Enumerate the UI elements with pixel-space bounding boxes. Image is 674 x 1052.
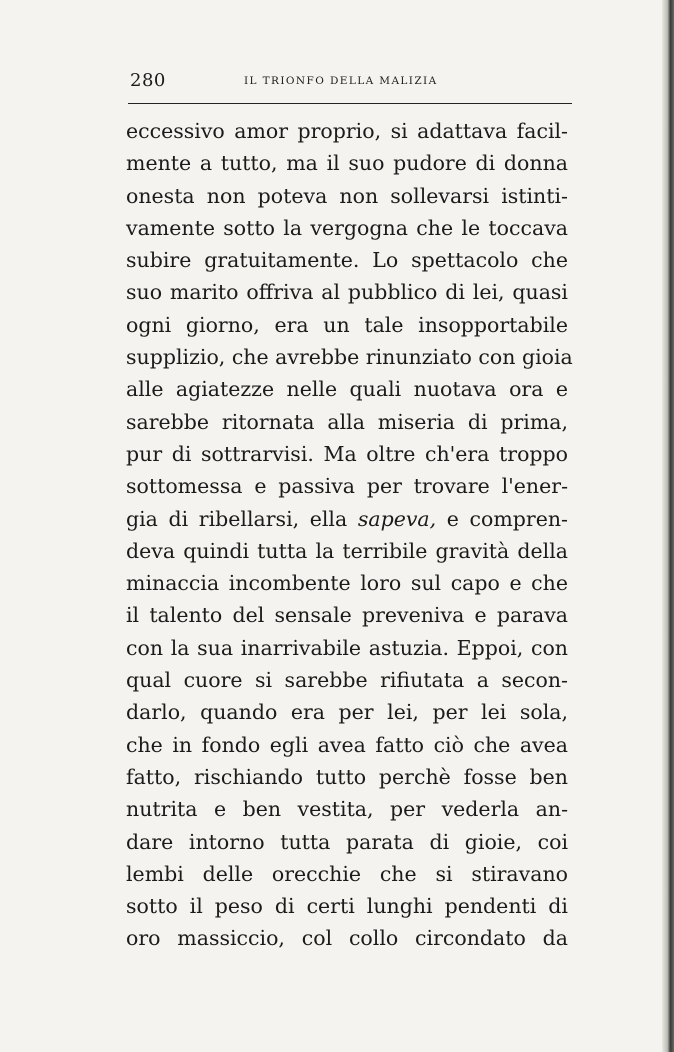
text-line: dare intorno tutta parata di gioie, coi	[126, 829, 568, 854]
text-line: subire gratuitamente. Lo spettacolo che	[126, 248, 568, 273]
text-line: il talento del sensale preveniva e parava	[126, 603, 568, 628]
body-text	[126, 115, 573, 955]
text-line: oro massiccio, col collo circondato da	[126, 926, 568, 951]
text-line: sotto il peso di certi lunghi pendenti di	[126, 894, 568, 919]
page-binding-edge	[662, 0, 674, 1052]
text-line: eccessivo amor proprio, si adattava facil-	[126, 119, 568, 143]
text-line	[126, 503, 568, 535]
italic-word: sapeva,	[357, 506, 437, 531]
running-head-title: IL TRIONFO DELLA MALIZIA	[244, 75, 438, 87]
text-line: suo marito offriva al pubblico di lei, quasi	[126, 280, 568, 305]
text-line: con la sua inarrivabile astuzia. Eppoi, con	[126, 635, 568, 660]
text-line: deva quindi tutta la terribile gravità della	[126, 538, 568, 563]
text-line: pur di sottrarvisi. Ma oltre ch'era troppo	[126, 441, 568, 466]
text-line: minaccia incombente loro sul capo e che	[126, 571, 568, 596]
text-line: alle agiatezze nelle quali nuotava ora e	[126, 377, 568, 402]
text-line: lembi delle orecchie che si stiravano	[126, 861, 568, 886]
header-rule	[128, 103, 572, 104]
text-line: che in fondo egli avea fatto ciò che avea	[126, 732, 568, 757]
text-line: sottomessa e passiva per trovare l'ener-	[126, 474, 568, 499]
text-line: fatto, rischiando tutto perchè fosse ben	[126, 764, 568, 789]
text-line: onesta non poteva non sollevarsi istinti-	[126, 183, 568, 208]
text-line: vamente sotto la vergogna che le toccava	[126, 215, 568, 240]
text-segment: gia di ribellarsi, ella	[126, 506, 348, 531]
text-line: mente a tutto, ma il suo pudore di donna	[126, 151, 568, 176]
text-line: supplizio, che avrebbe rinunziato con gioia	[126, 345, 573, 370]
page-number: 280	[130, 70, 166, 91]
text-line: sarebbe ritornata alla miseria di prima,	[126, 409, 568, 434]
text-line: qual cuore si sarebbe rifiutata a secon-	[126, 668, 568, 693]
text-line: darlo, quando era per lei, per lei sola,	[126, 700, 568, 725]
text-segment: e compren-	[446, 506, 568, 531]
text-line: nutrita e ben vestita, per vederla an-	[126, 797, 568, 822]
text-line: ogni giorno, era un tale insopportabile	[126, 312, 568, 337]
